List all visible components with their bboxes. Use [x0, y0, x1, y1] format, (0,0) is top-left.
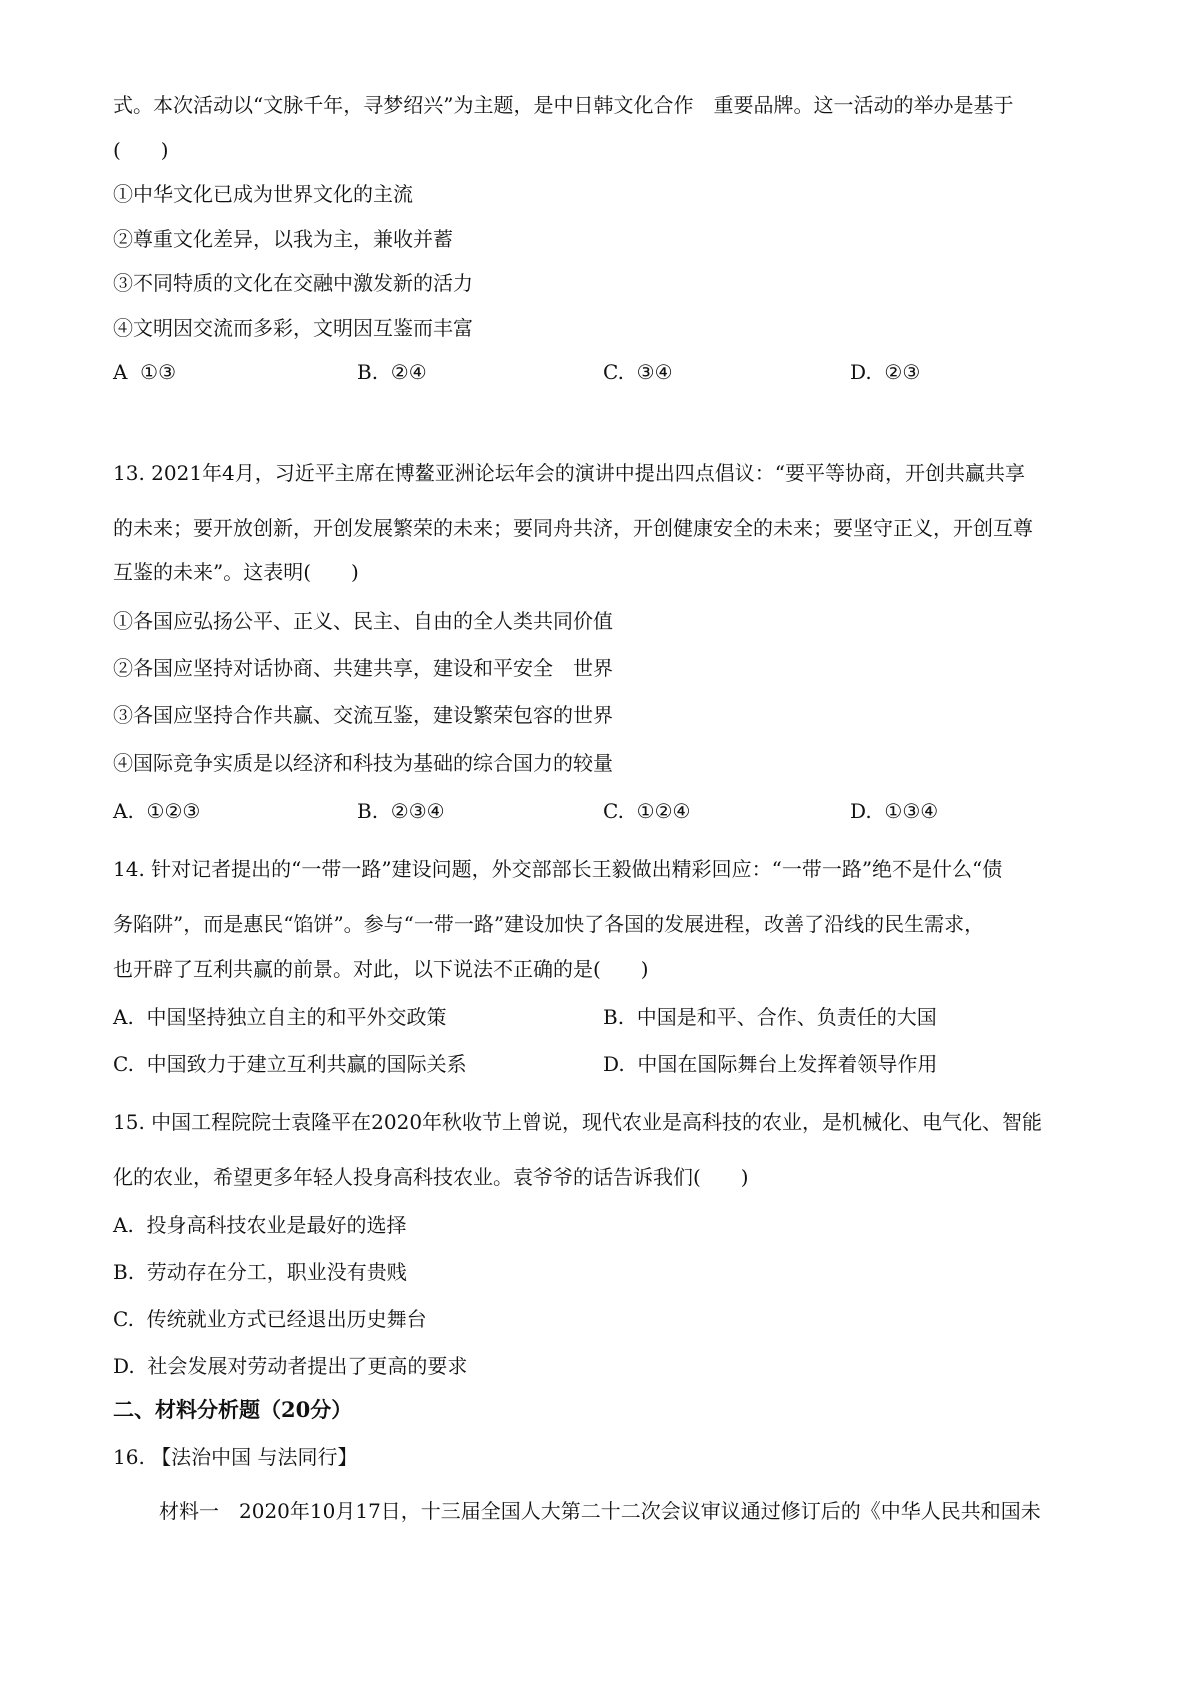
q14-stem-line3: 也开辟了互利共赢的前景。对此，以下说法不正确的是( ) — [113, 957, 649, 981]
q14-stem-line1: 14. 针对记者提出的“一带一路”建设问题，外交部部长王毅做出精彩回应：“一带一路”绝不是什么“债 — [113, 857, 1003, 881]
q12-stem-line1: 式。本次活动以“文脉千年，寻梦绍兴”为主题，是中日韩文化合作 重要品牌。这一活动的举办是基于 — [113, 93, 1014, 117]
q13-option-b: B. ②③④ — [357, 799, 445, 823]
q13-option-c: C. ①②④ — [603, 799, 691, 823]
q16-material-1: 材料一 2020年10月17日，十三届全国人大第二十二次会议审议通过修订后的《中华人民共和国未 — [159, 1499, 1041, 1523]
q12-stem-line2: ( ) — [113, 138, 169, 162]
q13-option-d: D. ①③④ — [850, 799, 939, 823]
q13-item-4: ④国际竞争实质是以经济和科技为基础的综合国力的较量 — [113, 751, 613, 775]
q13-stem-line2: 的未来；要开放创新，开创发展繁荣的未来；要同舟共济，开创健康安全的未来；要坚守正义，开创互尊 — [113, 516, 1033, 540]
q14-option-b: B. 中国是和平、合作、负责任的大国 — [603, 1005, 937, 1029]
q15-option-b: B. 劳动存在分工，职业没有贵贱 — [113, 1260, 407, 1284]
q12-option-c: C. ③④ — [603, 360, 673, 384]
q15-option-d: D. 社会发展对劳动者提出了更高的要求 — [113, 1354, 468, 1378]
q12-item-1: ①中华文化已成为世界文化的主流 — [113, 182, 413, 206]
q15-stem-line2: 化的农业，希望更多年轻人投身高科技农业。袁爷爷的话告诉我们( ) — [113, 1165, 749, 1189]
q12-option-b: B. ②④ — [357, 360, 427, 384]
q13-item-1: ①各国应弘扬公平、正义、民主、自由的全人类共同价值 — [113, 609, 613, 633]
q12-item-2: ②尊重文化差异，以我为主，兼收并蓄 — [113, 227, 453, 251]
q12-option-d: D. ②③ — [850, 360, 921, 384]
q15-option-a: A. 投身高科技农业是最好的选择 — [113, 1213, 407, 1237]
section-heading: 二、材料分析题（20分） — [113, 1397, 353, 1422]
q12-item-4: ④文明因交流而多彩，文明因互鉴而丰富 — [113, 316, 473, 340]
q15-option-c: C. 传统就业方式已经退出历史舞台 — [113, 1307, 427, 1331]
q14-option-d: D. 中国在国际舞台上发挥着领导作用 — [603, 1052, 938, 1076]
q15-stem-line1: 15. 中国工程院院士袁隆平在2020年秋收节上曾说，现代农业是高科技的农业，是机械化、电气化、智能 — [113, 1110, 1043, 1134]
q13-item-2: ②各国应坚持对话协商、共建共享，建设和平安全 世界 — [113, 656, 613, 680]
q13-stem-line3: 互鉴的未来”。这表明( ) — [113, 560, 359, 584]
q12-item-3: ③不同特质的文化在交融中激发新的活力 — [113, 271, 473, 295]
q14-option-a: A. 中国坚持独立自主的和平外交政策 — [113, 1005, 447, 1029]
q14-option-c: C. 中国致力于建立互利共赢的国际关系 — [113, 1052, 467, 1076]
q12-option-a: A ①③ — [113, 360, 177, 384]
q13-item-3: ③各国应坚持合作共赢、交流互鉴，建设繁荣包容的世界 — [113, 703, 613, 727]
q13-option-a: A. ①②③ — [113, 799, 201, 823]
q16-title: 16. 【法治中国 与法同行】 — [113, 1445, 358, 1469]
q14-stem-line2: 务陷阱”，而是惠民“馅饼”。参与“一带一路”建设加快了各国的发展进程，改善了沿线的民生需求， — [113, 912, 985, 936]
q13-stem-line1: 13. 2021年4月，习近平主席在博鳌亚洲论坛年会的演讲中提出四点倡议：“要平等协商，开创共赢共享 — [113, 461, 1026, 485]
